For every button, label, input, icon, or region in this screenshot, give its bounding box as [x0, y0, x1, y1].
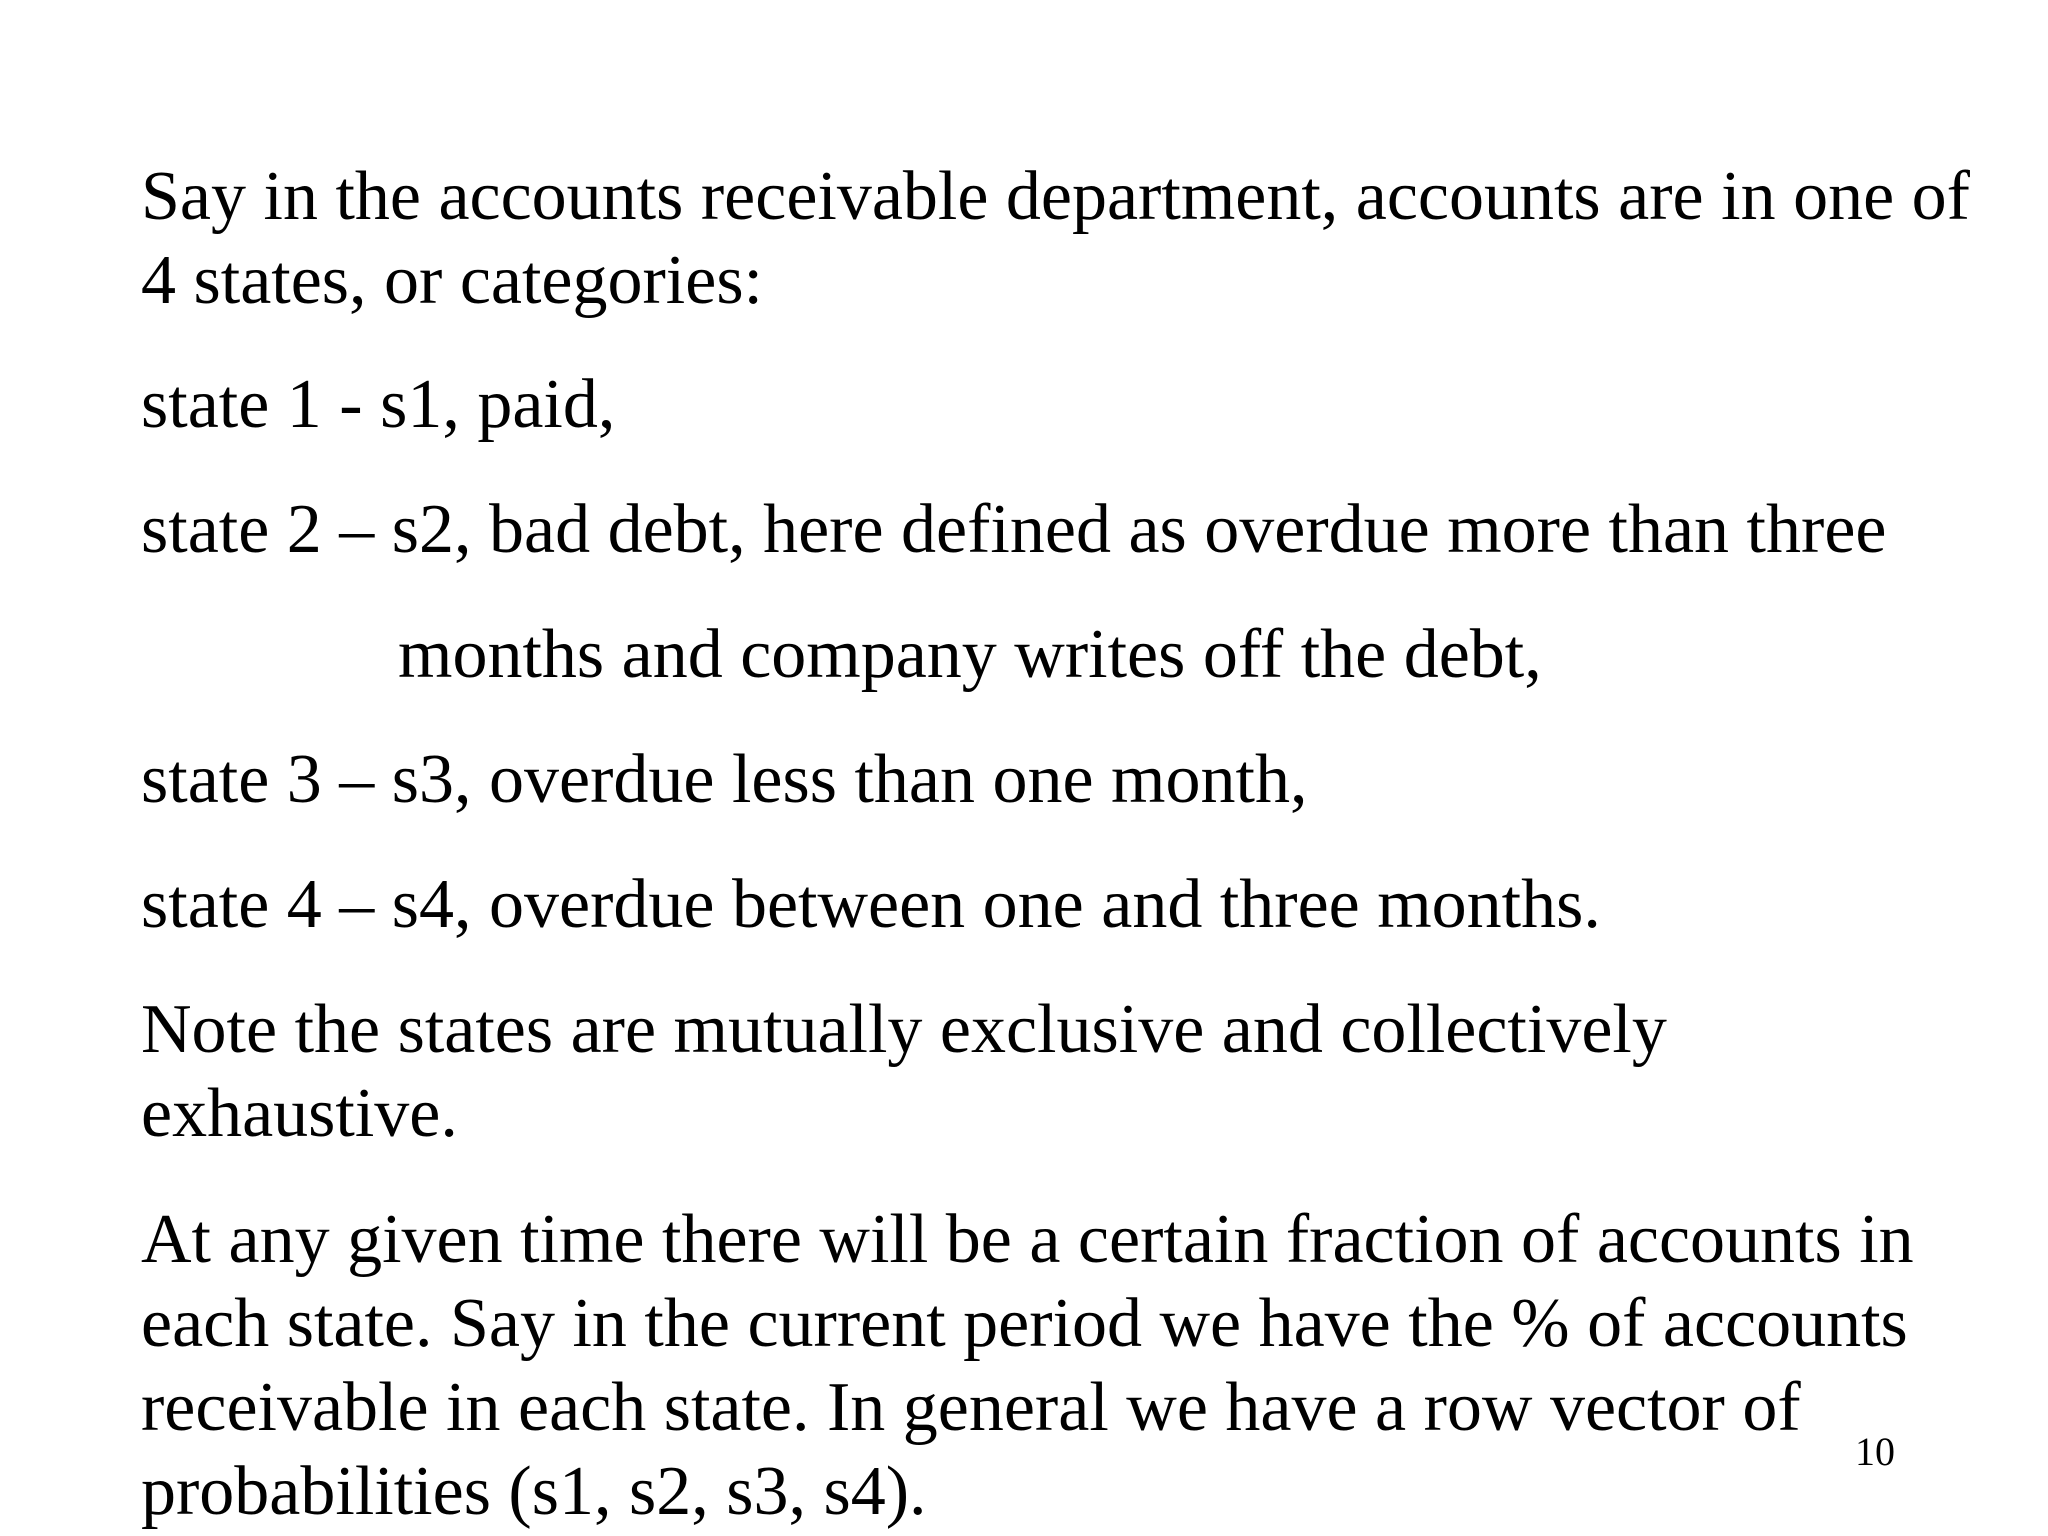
closing-line-2: each state. Say in the current period we have the % of accounts — [141, 1285, 1908, 1362]
state-2-text: state 2 – s2, bad debt, here defined as overdue more than three — [141, 491, 1887, 568]
state-3-text: state 3 – s3, overdue less than one month, — [141, 741, 1308, 818]
intro-line-2: 4 states, or categories: — [141, 242, 764, 319]
closing-line-3: receivable in each state. In general we have a row vector of — [141, 1369, 1801, 1446]
note-line-1: Note the states are mutually exclusive and collectively — [141, 991, 1667, 1068]
page-number: 10 — [1855, 1429, 1895, 1474]
state-4-text: state 4 – s4, overdue between one and three months. — [141, 866, 1601, 943]
note-line-2: exhaustive. — [141, 1075, 458, 1152]
closing-line-4: probabilities (s1, s2, s3, s4). — [141, 1453, 927, 1530]
closing-line-1: At any given time there will be a certain fraction of accounts in — [141, 1201, 1914, 1278]
state-2-continuation: months and company writes off the debt, — [398, 616, 1542, 693]
intro-line-1: Say in the accounts receivable department, accounts are in one of — [141, 158, 1970, 235]
state-1-text: state 1 - s1, paid, — [141, 366, 616, 443]
